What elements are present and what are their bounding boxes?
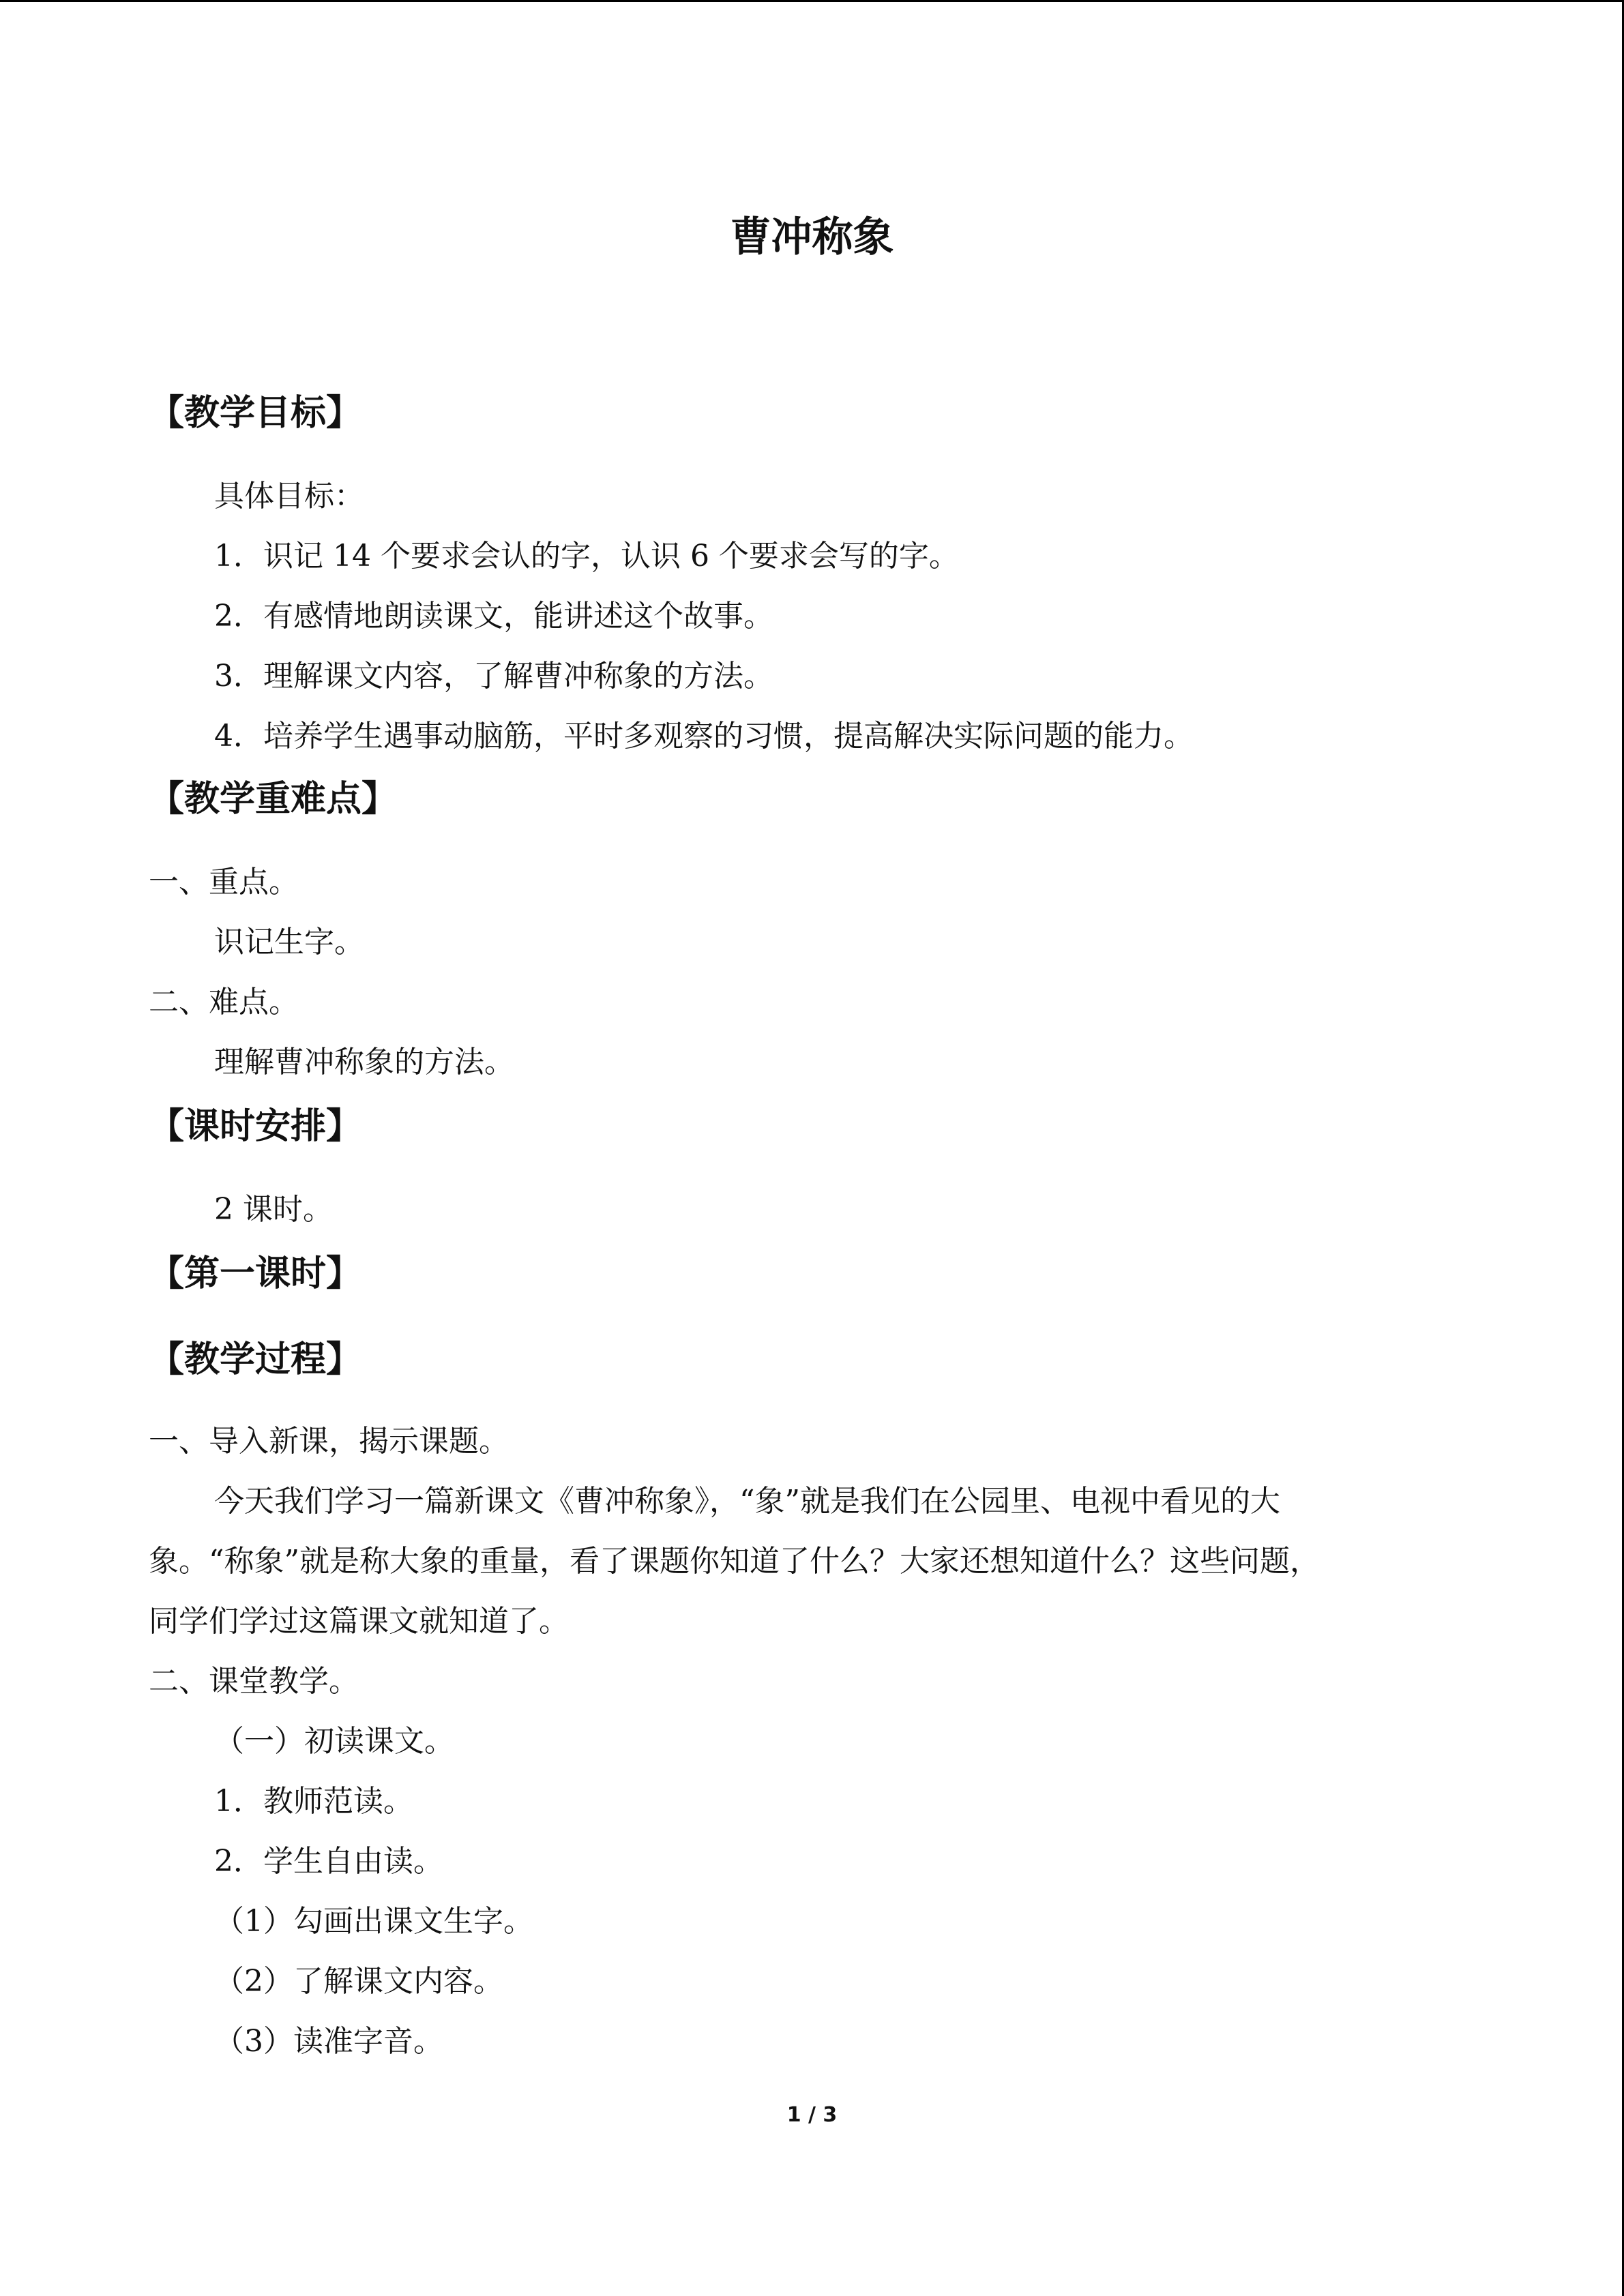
difficulty-text: 理解曹冲称象的方法。 — [214, 1045, 514, 1079]
goal-item-4: 4．培养学生遇事动脑筋，平时多观察的习惯，提高解决实际问题的能力。 — [214, 719, 1194, 754]
process-step-1: 一、导入新课，揭示课题。 — [149, 1424, 509, 1459]
process-sub-1: （一）初读课文。 — [214, 1724, 454, 1759]
process-step-2: 二、课堂教学。 — [149, 1664, 359, 1699]
process-paragraph-line-1: 今天我们学习一篇新课文《曹冲称象》，“象”就是我们在公园里、电视中看见的大 — [214, 1484, 1280, 1519]
focus-label: 一、重点。 — [149, 865, 299, 899]
process-item-5: （3）读准字音。 — [214, 2024, 443, 2059]
goal-item-2: 2．有感情地朗读课文，能讲述这个故事。 — [214, 599, 773, 633]
process-paragraph-line-2: 象。“称象”就是称大象的重量，看了课题你知道了什么？大家还想知道什么？这些问题， — [149, 1544, 1320, 1579]
difficulty-label: 二、难点。 — [149, 985, 299, 1019]
goal-item-1: 1．识记 14 个要求会认的字，认识 6 个要求会写的字。 — [214, 539, 959, 573]
process-paragraph-line-3: 同学们学过这篇课文就知道了。 — [149, 1604, 569, 1639]
schedule-text: 2 课时。 — [214, 1192, 333, 1227]
process-item-4: （2）了解课文内容。 — [214, 1964, 503, 1999]
document-title: 曹冲称象 — [730, 213, 894, 261]
heading-teaching-goals: 【教学目标】 — [149, 393, 362, 434]
heading-key-points: 【教学重难点】 — [149, 779, 398, 820]
heading-schedule: 【课时安排】 — [149, 1106, 362, 1147]
goals-intro: 具体目标： — [214, 479, 364, 513]
process-item-2: 2．学生自由读。 — [214, 1844, 443, 1879]
process-item-1: 1．教师范读。 — [214, 1784, 413, 1819]
goal-item-3: 3．理解课文内容，了解曹冲称象的方法。 — [214, 659, 773, 694]
heading-first-lesson: 【第一课时】 — [149, 1253, 362, 1294]
focus-text: 识记生字。 — [214, 925, 364, 959]
process-item-3: （1）勾画出课文生字。 — [214, 1904, 533, 1939]
page-border-top — [0, 0, 1624, 2]
heading-teaching-process: 【教学过程】 — [149, 1339, 362, 1380]
page-number: 1 / 3 — [786, 2103, 838, 2127]
